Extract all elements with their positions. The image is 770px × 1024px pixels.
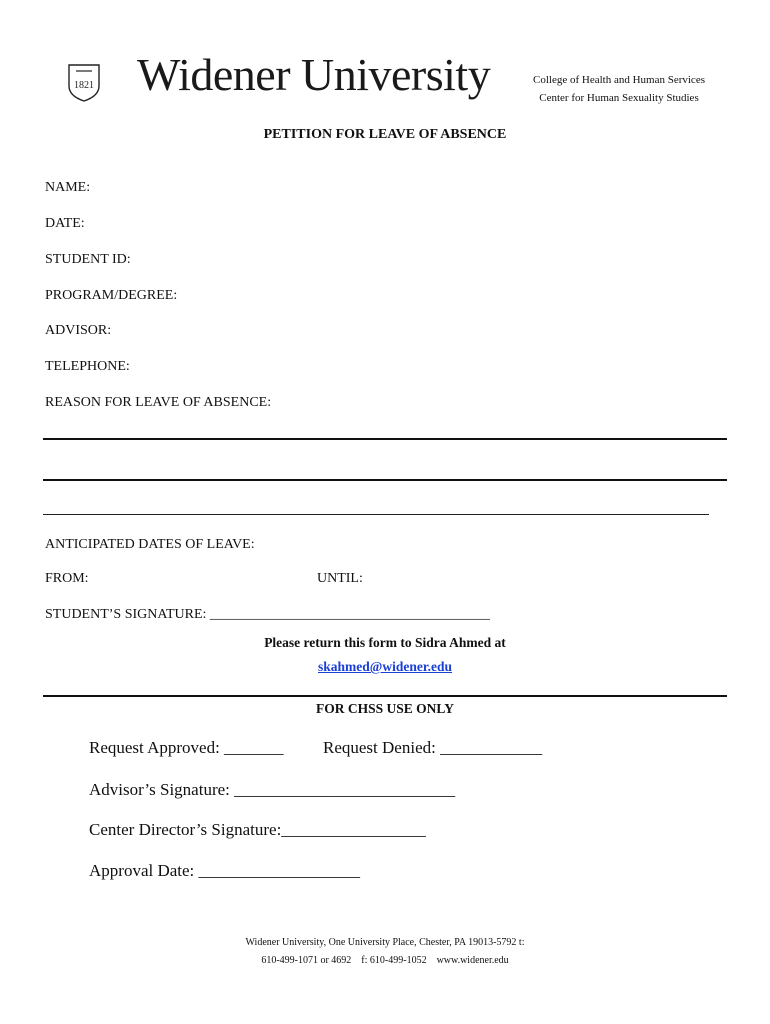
- telephone-label: TELEPHONE:: [45, 359, 130, 374]
- return-email: [0, 659, 770, 675]
- college-name-block: [528, 71, 710, 107]
- student-id-label: STUDENT ID:: [45, 252, 131, 267]
- name-label: NAME:: [45, 180, 91, 195]
- svg-text:1821: 1821: [74, 80, 94, 91]
- approval-date-line: Approval Date: ___________________: [89, 861, 361, 880]
- from-label: FROM:: [45, 571, 89, 586]
- reason-line-2: [43, 479, 727, 481]
- student-signature-line: STUDENT’S SIGNATURE: ________________________________________: [45, 607, 490, 622]
- form-title: PETITION FOR LEAVE OF ABSENCE: [263, 127, 507, 142]
- anticipated-dates-label: ANTICIPATED DATES OF LEAVE:: [45, 537, 255, 552]
- college-line: College of Health and Human Services: [533, 74, 705, 86]
- reason-line-1: [43, 438, 727, 440]
- office-use-divider: [43, 695, 727, 697]
- office-use-heading: FOR CHSS USE ONLY: [316, 701, 454, 716]
- reason-label: REASON FOR LEAVE OF ABSENCE:: [45, 395, 272, 410]
- center-line: Center for Human Sexuality Studies: [539, 92, 699, 104]
- director-signature-line: Center Director’s Signature:_________________: [89, 820, 426, 839]
- request-denied-line: Request Denied: ____________: [323, 738, 543, 757]
- footer-line-1: Widener University, One University Place, Chester, PA 19013-5792 t:: [245, 937, 525, 948]
- reason-line-3: [43, 514, 709, 515]
- advisor-signature-line: Advisor’s Signature: __________________________: [89, 780, 456, 799]
- email-link[interactable]: skahmed@widener.edu: [318, 659, 452, 674]
- program-degree-label: PROGRAM/DEGREE:: [45, 288, 178, 303]
- date-label: DATE:: [45, 216, 85, 231]
- university-crest: [67, 62, 101, 102]
- until-label: UNTIL:: [317, 571, 363, 586]
- return-instructions: Please return this form to Sidra Ahmed at: [264, 635, 506, 650]
- request-approved-line: Request Approved: _______: [89, 738, 284, 757]
- footer-line-2: 610-499-1071 or 4692 f: 610-499-1052 www.widener.edu: [261, 955, 509, 966]
- footer-address: [0, 934, 770, 970]
- university-wordmark: Widener University: [137, 49, 491, 100]
- advisor-label: ADVISOR:: [45, 323, 112, 338]
